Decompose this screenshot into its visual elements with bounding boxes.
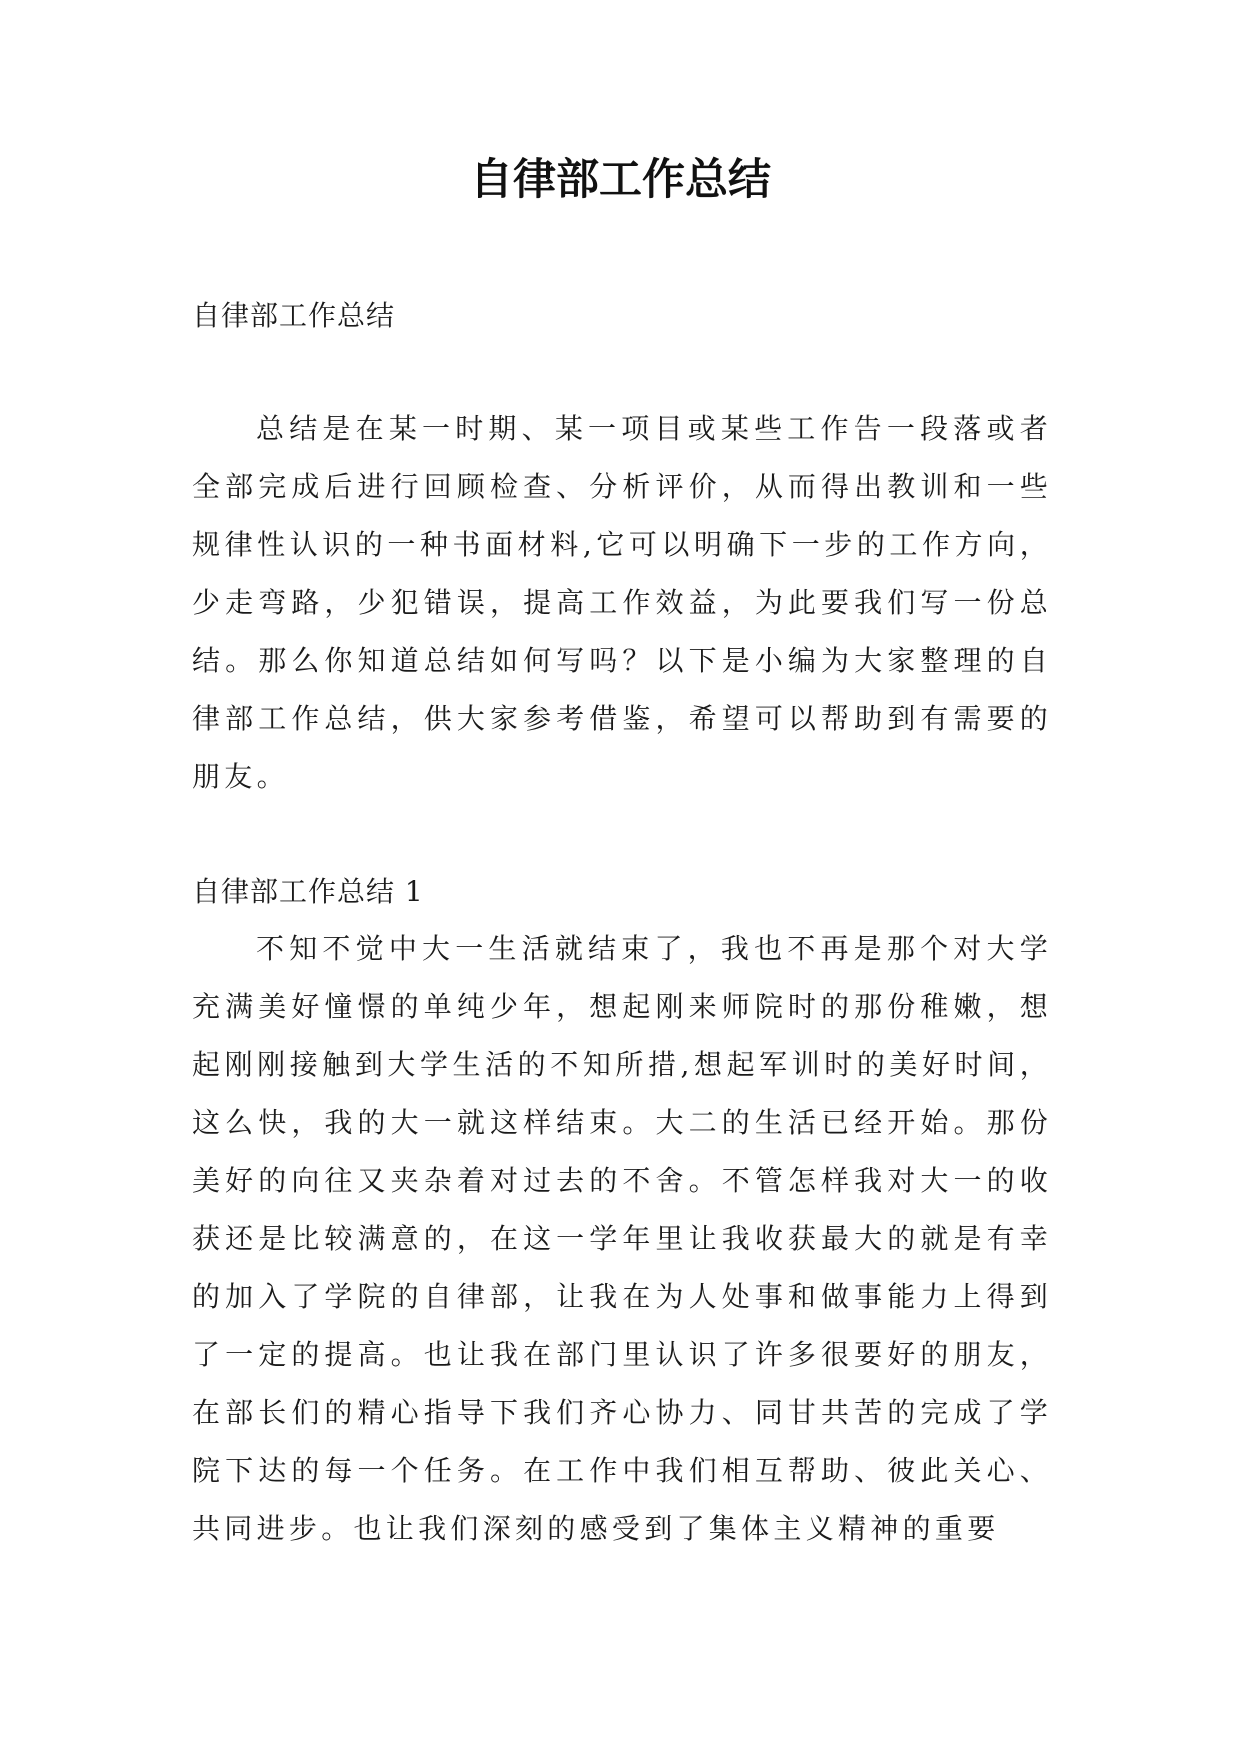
spacer (192, 806, 1052, 864)
document-title: 自律部工作总结 (470, 155, 771, 205)
document-subtitle: 自律部工作总结 (192, 299, 396, 332)
document-body (192, 288, 1052, 1558)
section-paragraph: 不知不觉中大一生活就结束了，我也不再是那个对大学充满美好憧憬的单纯少年，想起刚来师院时的那份稚嫩，想起刚刚接触到大学生活的不知所措,想起军训时的美好时间，这么快，我的大一就这样结束。大二的生活已经开始。那份美好的向往又夹杂着对过去的不舍。不管怎样我对大一的收获还是比较满意的，在这一学年里让我收获最大的就是有幸的加入了学院的自律部，让我在为人处事和做事能力上得到了一定的提高。也让我在部门里认识了许多很要好的朋友，在部长们的精心指导下我们齐心协力、同甘共苦的完成了学院下达的每一个任务。在工作中我们相互帮助、彼此关心、共同进步。也让我们深刻的感受到了集体主义精神的重要 (192, 932, 1052, 1545)
section-heading: 自律部工作总结 1 (192, 875, 424, 908)
spacer (192, 344, 1052, 400)
intro-paragraph: 总结是在某一时期、某一项目或某些工作告一段落或者全部完成后进行回顾检查、分析评价，从而得出教训和一些规律性认识的一种书面材料,它可以明确下一步的工作方向，少走弯路，少犯错误，提高工作效益，为此要我们写一份总结。那么你知道总结如何写吗？以下是小编为大家整理的自律部工作总结，供大家参考借鉴，希望可以帮助到有需要的朋友。 (192, 412, 1052, 793)
